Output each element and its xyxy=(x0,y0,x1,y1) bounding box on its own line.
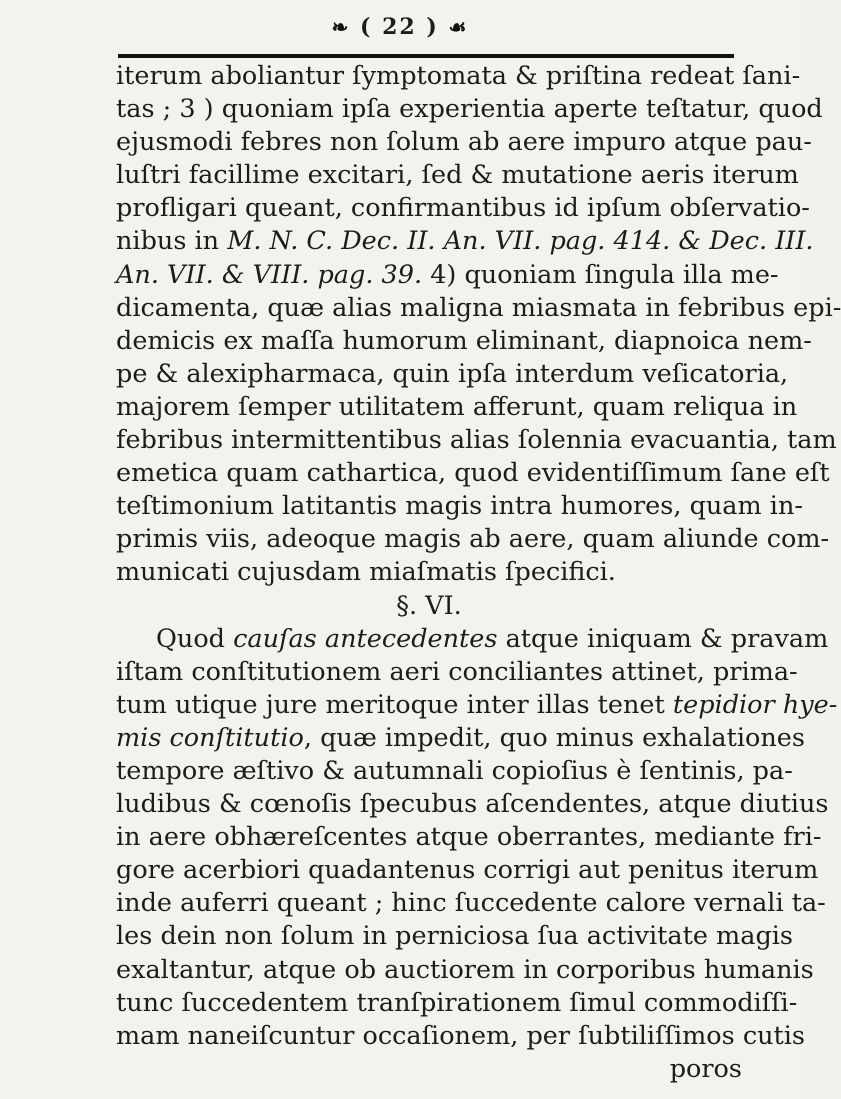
text-line: mam naneiſcuntur occaſionem, per ſubtiliſſimos cutis xyxy=(116,1020,806,1051)
text-line: teſtimonium latitantis magis intra humores, quam in- xyxy=(116,491,803,522)
text-line: majorem ſemper utilitatem afferunt, quam reliqua in xyxy=(116,391,798,422)
text-line: in aere obhæreſcentes atque oberrantes, mediante fri- xyxy=(116,822,822,853)
left-ornament: ❧ xyxy=(331,15,351,39)
text-line: ejusmodi febres non ſolum ab aere impuro atque pau- xyxy=(116,127,812,158)
text-line: luſtri facillime excitari, ſed & mutatione aeris iterum xyxy=(116,160,799,191)
text-line: tempore æſtivo & autumnali copioſius è ſentinis, pa- xyxy=(116,755,793,786)
emphasis: mis conſtitutio xyxy=(116,722,304,753)
emphasis: tepidior hye- xyxy=(672,689,838,720)
text-line: iterum aboliantur ſymptomata & priſtina redeat ſani- xyxy=(116,61,801,91)
text-line: mis conſtitutio, quæ impedit, quo minus exhalationes xyxy=(116,722,805,753)
text-line: municati cujusdam miaſmatis ſpecifici. xyxy=(116,557,616,588)
text-line: gore acerbiori quadantenus corrigi aut penitus iterum xyxy=(116,855,819,886)
text-line: tunc ſuccedentem tranſpirationem ſimul commodiſſi- xyxy=(116,987,798,1018)
text-line: profligari queant, confirmantibus id ipſum obſervatio- xyxy=(116,193,810,224)
text-line: tas ; 3 ) quoniam ipſa experientia aperte teſtatur, quod xyxy=(116,94,823,125)
text-line: dicamenta, quæ alias maligna miasmata in febribus epi- xyxy=(116,292,841,323)
text-line: Quod cauſas antecedentes atque iniquam & pravam xyxy=(156,623,829,654)
text-line: emetica quam cathartica, quod evidentiſſimum ſane eſt xyxy=(116,458,830,489)
emphasis: cauſas antecedentes xyxy=(233,623,498,654)
text-line: les dein non ſolum in perniciosa ſua activitate magis xyxy=(116,921,794,952)
body-text xyxy=(116,60,841,1086)
text-line: iſtam conſtitutionem aeri conciliantes attinet, prima- xyxy=(116,656,798,687)
text-line: An. VII. & VIII. pag. 39. 4) quoniam ſingula illa me- xyxy=(116,259,779,290)
running-head xyxy=(0,14,800,40)
text-line: nibus in M. N. C. Dec. II. An. VII. pag. 414. & Dec. III. xyxy=(116,226,814,257)
header-rule xyxy=(118,54,734,58)
text-line: ludibus & cœnoſis ſpecubus aſcendentes, atque diutius xyxy=(116,789,829,820)
text-line: pe & alexipharmaca, quin ipſa interdum veſicatoria, xyxy=(116,358,789,389)
citation: An. VII. & VIII. pag. 39. xyxy=(116,259,423,290)
right-ornament: ☙ xyxy=(448,15,469,39)
text-line: febribus intermittentibus alias ſolennia evacuantia, tam xyxy=(116,425,837,456)
catchword: poros xyxy=(669,1053,742,1084)
text-line: demicis ex maſſa humorum eliminant, diapnoica nem- xyxy=(116,325,812,356)
text-line: exaltantur, atque ob auctiorem in corporibus humanis xyxy=(116,954,814,985)
section-heading: §. VI. xyxy=(396,590,462,621)
text-line: tum utique jure meritoque inter illas tenet tepidior hye- xyxy=(116,689,838,720)
citation: M. N. C. Dec. II. An. VII. pag. 414. & Dec. III. xyxy=(227,226,814,257)
text-line: inde auferri queant ; hinc ſuccedente calore vernali ta- xyxy=(116,888,826,919)
page-number: ( 22 ) xyxy=(360,14,439,40)
text-line: primis viis, adeoque magis ab aere, quam aliunde com- xyxy=(116,524,830,555)
